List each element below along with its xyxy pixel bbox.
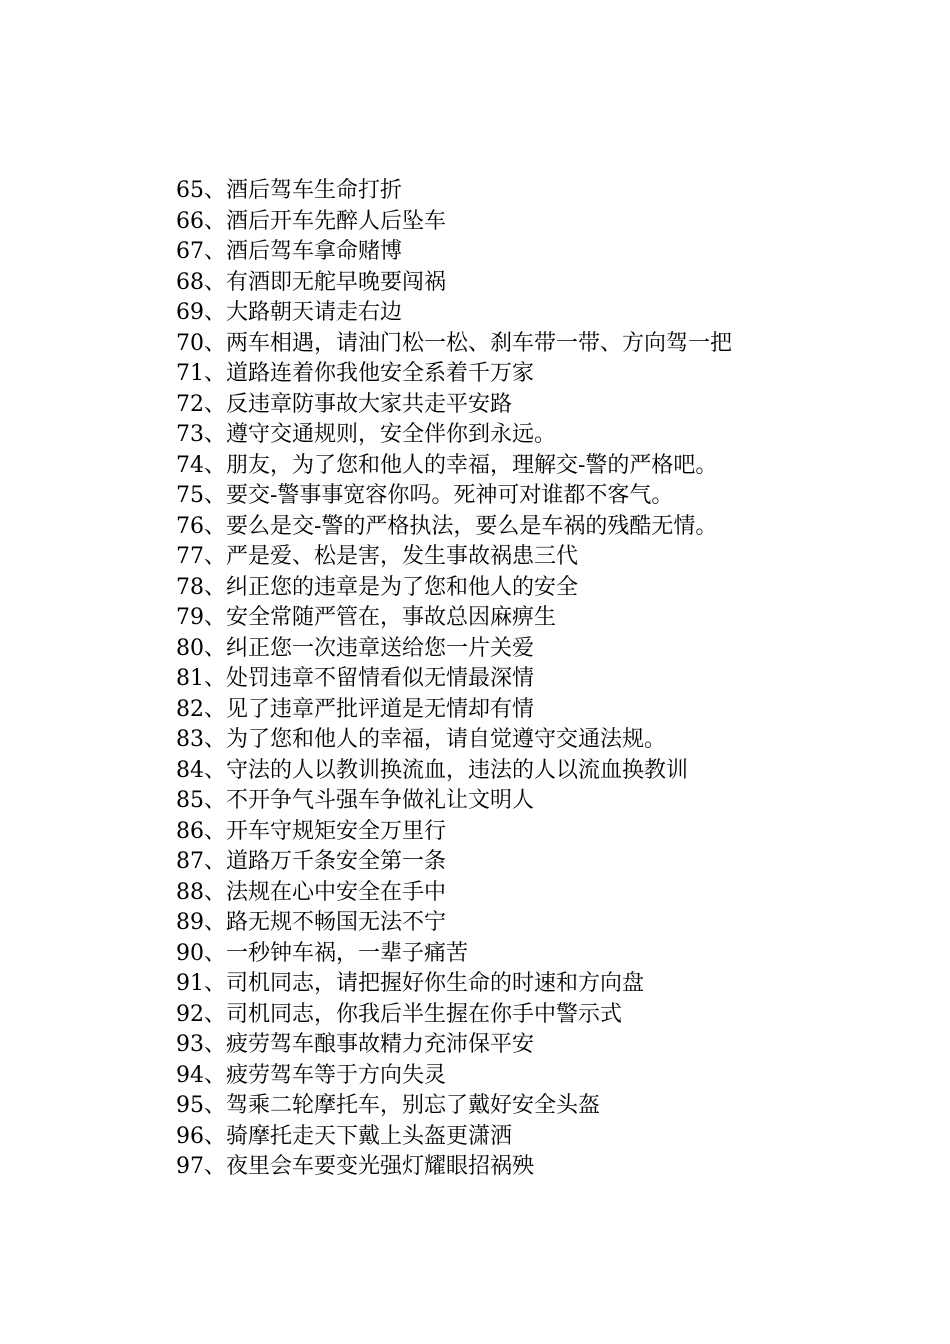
slogan-list (176, 176, 732, 1183)
list-item: 92、司机同志，你我后半生握在你手中警示式 (176, 1001, 622, 1027)
list-item: 65、酒后驾车生命打折 (176, 178, 402, 203)
list-item: 78、纠正您的违章是为了您和他人的安全 (176, 574, 578, 600)
list-item: 75、要交-警事事宽容你吗。死神可对谁都不客气。 (176, 483, 674, 508)
list-item: 90、一秒钟车祸，一辈子痛苦 (176, 940, 468, 966)
list-item: 93、疲劳驾车酿事故精力充沛保平安 (176, 1032, 534, 1057)
list-item: 71、道路连着你我他安全系着千万家 (176, 361, 534, 386)
list-item: 67、酒后驾车拿命赌博 (176, 239, 402, 264)
list-item: 85、不开争气斗强车争做礼让文明人 (176, 788, 534, 813)
list-item: 72、反违章防事故大家共走平安路 (176, 391, 512, 417)
list-item: 70、两车相遇，请油门松一松、刹车带一带、方向驾一把 (176, 330, 732, 356)
list-item: 84、守法的人以教训换流血，违法的人以流血换教训 (176, 757, 688, 783)
list-item: 91、司机同志，请把握好你生命的时速和方向盘 (176, 971, 644, 996)
list-item: 96、骑摩托走天下戴上头盔更潇洒 (176, 1123, 512, 1149)
list-item: 87、道路万千条安全第一条 (176, 849, 446, 874)
list-item: 89、路无规不畅国无法不宁 (176, 910, 446, 935)
list-item: 83、为了您和他人的幸福，请自觉遵守交通法规。 (176, 727, 666, 752)
list-item: 77、严是爱、松是害，发生事故祸患三代 (176, 544, 578, 569)
list-item: 68、有酒即无舵早晚要闯祸 (176, 269, 446, 295)
list-item: 95、驾乘二轮摩托车，别忘了戴好安全头盔 (176, 1093, 600, 1118)
list-item: 86、开车守规矩安全万里行 (176, 818, 446, 844)
list-item: 81、处罚违章不留情看似无情最深情 (176, 666, 534, 691)
list-item: 66、酒后开车先醉人后坠车 (176, 208, 446, 234)
list-item: 74、朋友，为了您和他人的幸福，理解交-警的严格吧。 (176, 452, 718, 478)
list-item: 79、安全常随严管在，事故总因麻痹生 (176, 605, 556, 630)
list-item: 73、遵守交通规则，安全伴你到永远。 (176, 422, 556, 447)
list-item: 82、见了违章严批评道是无情却有情 (176, 696, 534, 722)
list-item: 97、夜里会车要变光强灯耀眼招祸殃 (176, 1154, 534, 1179)
list-item: 80、纠正您一次违章送给您一片关爱 (176, 635, 534, 661)
list-item: 69、大路朝天请走右边 (176, 300, 402, 325)
list-item: 88、法规在心中安全在手中 (176, 879, 446, 905)
list-item: 94、疲劳驾车等于方向失灵 (176, 1062, 446, 1088)
list-item: 76、要么是交-警的严格执法，要么是车祸的残酷无情。 (176, 513, 718, 539)
